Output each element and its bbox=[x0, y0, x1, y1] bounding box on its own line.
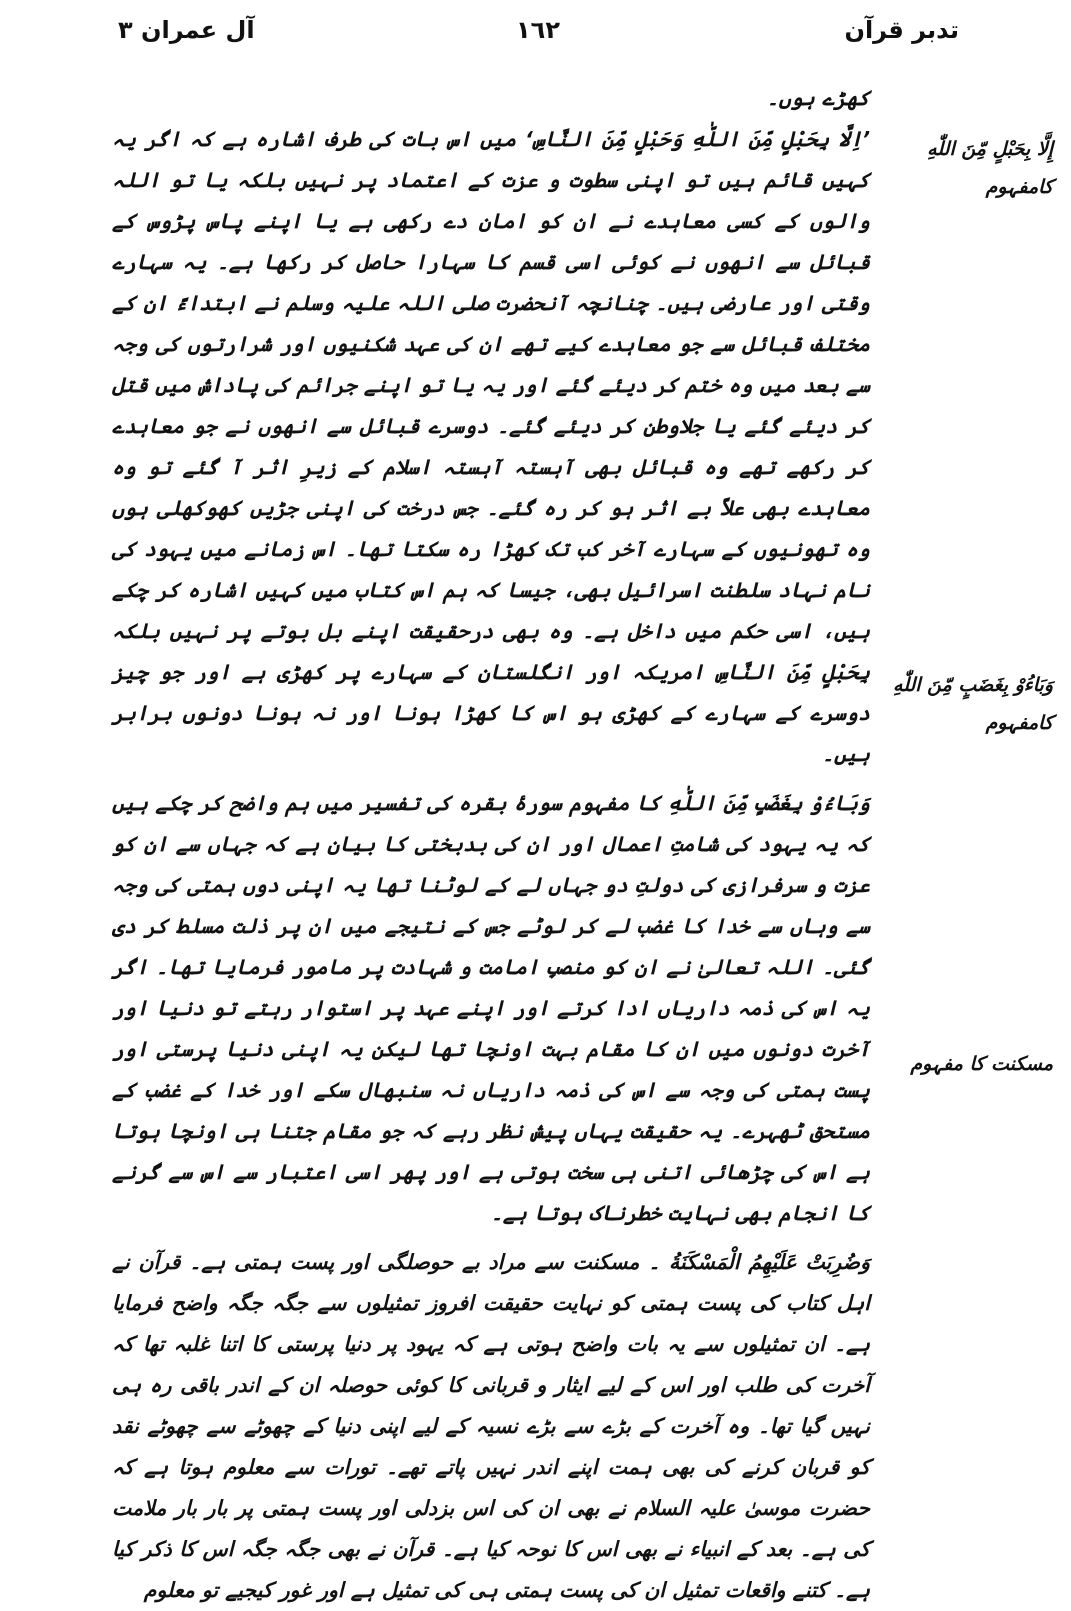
main-text-column bbox=[112, 78, 870, 1611]
page-number: ١٦٢ bbox=[516, 16, 560, 44]
book-title: تدبر قرآن bbox=[844, 16, 959, 44]
paragraph: وَبَاءُوْ بِغَضَبٍ مِّنَ اللّٰهِ کا مفہوم سورۂ بقرہ کی تفسیر میں ہم واضح کر چکے ہیں کہ یہ یہود کی شامتِ اعمال اور ان کی بدبختی کا بیان ہے کہ جہاں سے ان کو عزت و سرفرازی کی دولتِ دو جہاں لے کے لوٹنا تھا یہ اپنی دوں ہمتی کی وجہ سے وہاں سے خدا کا غضب لے کر لوٹے جس کے نتیجے میں ان پر ذلت مسلط کر دی گئی۔ اللہ تعالیٰ نے ان کو منصبِ امامت و شہادت پر مامور فرمایا تھا۔ اگر یہ اس کی ذمہ داریاں ادا کرتے اور اپنے عہد پر استوار رہتے تو دنیا اور آخرت دونوں میں ان کا مقام بہت اونچا تھا لیکن یہ اپنی دنیا پرستی اور پست ہمتی کی وجہ سے اس کی ذمہ داریاں نہ سنبھال سکے اور خدا کے غضب کے مستحق ٹھہرے۔ یہ حقیقت یہاں پیش نظر رہے کہ جو مقام جتنا ہی اونچا ہوتا ہے اس کی چڑھائی اتنی ہی سخت ہوتی ہے اور پھر اسی اعتبار سے اس سے گرنے کا انجام بھی نہایت خطرناک ہوتا ہے۔ bbox=[112, 791, 870, 1225]
surah-name: آل عمران ٣ bbox=[118, 16, 255, 44]
margin-note-hablin: إِلَّا بِحَبْلٍ مِّنَ اللّٰهِ کامفہوم bbox=[927, 138, 1053, 198]
paragraph: وَضُرِبَتْ عَلَيْهِمُ الْمَسْكَنَةُ ۔ مسکنت سے مراد بے حوصلگی اور پست ہمتی ہے۔ قرآن نے اہل کتاب کی پست ہمتی کو نہایت حقیقت افروز تمثیلوں سے جگہ جگہ واضح فرمایا ہے۔ ان تمثیلوں سے یہ بات واضح ہوتی ہے کہ یہود پر دنیا پرستی کا اتنا غلبہ تھا کہ آخرت کی طلب اور اس کے لیے ایثار و قربانی کا کوئی حوصلہ ان کے اندر باقی رہ ہی نہیں گیا تھا۔ وہ آخرت کے بڑے سے بڑے نسیہ کے لیے اپنی دنیا کے چھوٹے سے چھوٹے نقد کو قربان کرنے کی بھی ہمت اپنے اندر نہیں پاتے تھے۔ تورات سے معلوم ہوتا ہے کہ حضرت موسیٰ علیہ السلام نے بھی ان کی اس بزدلی اور پست ہمتی پر بار بار ملامت کی ہے۔ بعد کے انبیاء نے بھی اس کا نوحہ کیا ہے۔ قرآن نے بھی جگہ جگہ اس کا ذکر کیا ہے۔ کتنے واقعات تمثیل ان کی پست ہمتی ہی کی تمثیل ہے اور غور کیجیے تو معلوم bbox=[112, 1250, 870, 1602]
paragraph: کھڑے ہوں۔ bbox=[766, 86, 870, 110]
margin-note-maskanat: مسکنت کا مفہوم bbox=[910, 1053, 1053, 1075]
margin-note-ghazab: وَبَاءُوْ بِغَضَبٍ مِّنَ اللّٰهِ کامفہوم bbox=[893, 674, 1053, 734]
paragraph: ’اِلَّا بِحَبْلٍ مِّنَ اللّٰهِ وَحَبْلٍ مِّنَ النَّاسِ‘ میں اس بات کی طرف اشارہ ہے کہ اگر یہ کہیں قائم ہیں تو اپنی سطوت و عزت کے اعتماد پر نہیں بلکہ یا تو اللہ والوں کے کسی معاہدے نے ان کو امان دے رکھی ہے یا اپنے پاس پڑوس کے قبائل سے انھوں نے کوئی اسی قسم کا سہارا حاصل کر رکھا ہے۔ یہ سہارے وقتی اور عارضی ہیں۔ چنانچہ آنحضرت صلی اللہ علیہ وسلم نے ابتداءً ان کے مختلف قبائل سے جو معاہدے کیے تھے ان کی عہد شکنیوں اور شرارتوں کی وجہ سے بعد میں وہ ختم کر دیئے گئے اور یہ یا تو اپنے جرائم کی پاداش میں قتل کر دیئے گئے یا جلاوطن کر دیئے گئے۔ دوسرے قبائل سے انھوں نے جو معاہدے کر رکھے تھے وہ قبائل بھی آہستہ آہستہ اسلام کے زیرِ اثر آ گئے تو وہ معاہدے بھی علاً بے اثر ہو کر رہ گئے۔ جس درخت کی اپنی جڑیں کھوکھلی ہوں وہ تھونیوں کے سہارے آخر کب تک کھڑا رہ سکتا تھا۔ اس زمانے میں یہود کی نام نہاد سلطنت اسرائیل بھی، جیسا کہ ہم اس کتاب میں کہیں اشارہ کر چکے ہیں، اسی حکم میں داخل ہے۔ وہ بھی درحقیقت اپنے بل بوتے پر نہیں بلکہ بِحَبْلٍ مِّنَ النَّاسِ امریکہ اور انگلستان کے سہارے پر کھڑی ہے اور جو چیز دوسرے کے سہارے کے کھڑی ہو اس کا کھڑا ہونا اور نہ ہونا دونوں برابر ہیں۔ bbox=[112, 127, 870, 766]
